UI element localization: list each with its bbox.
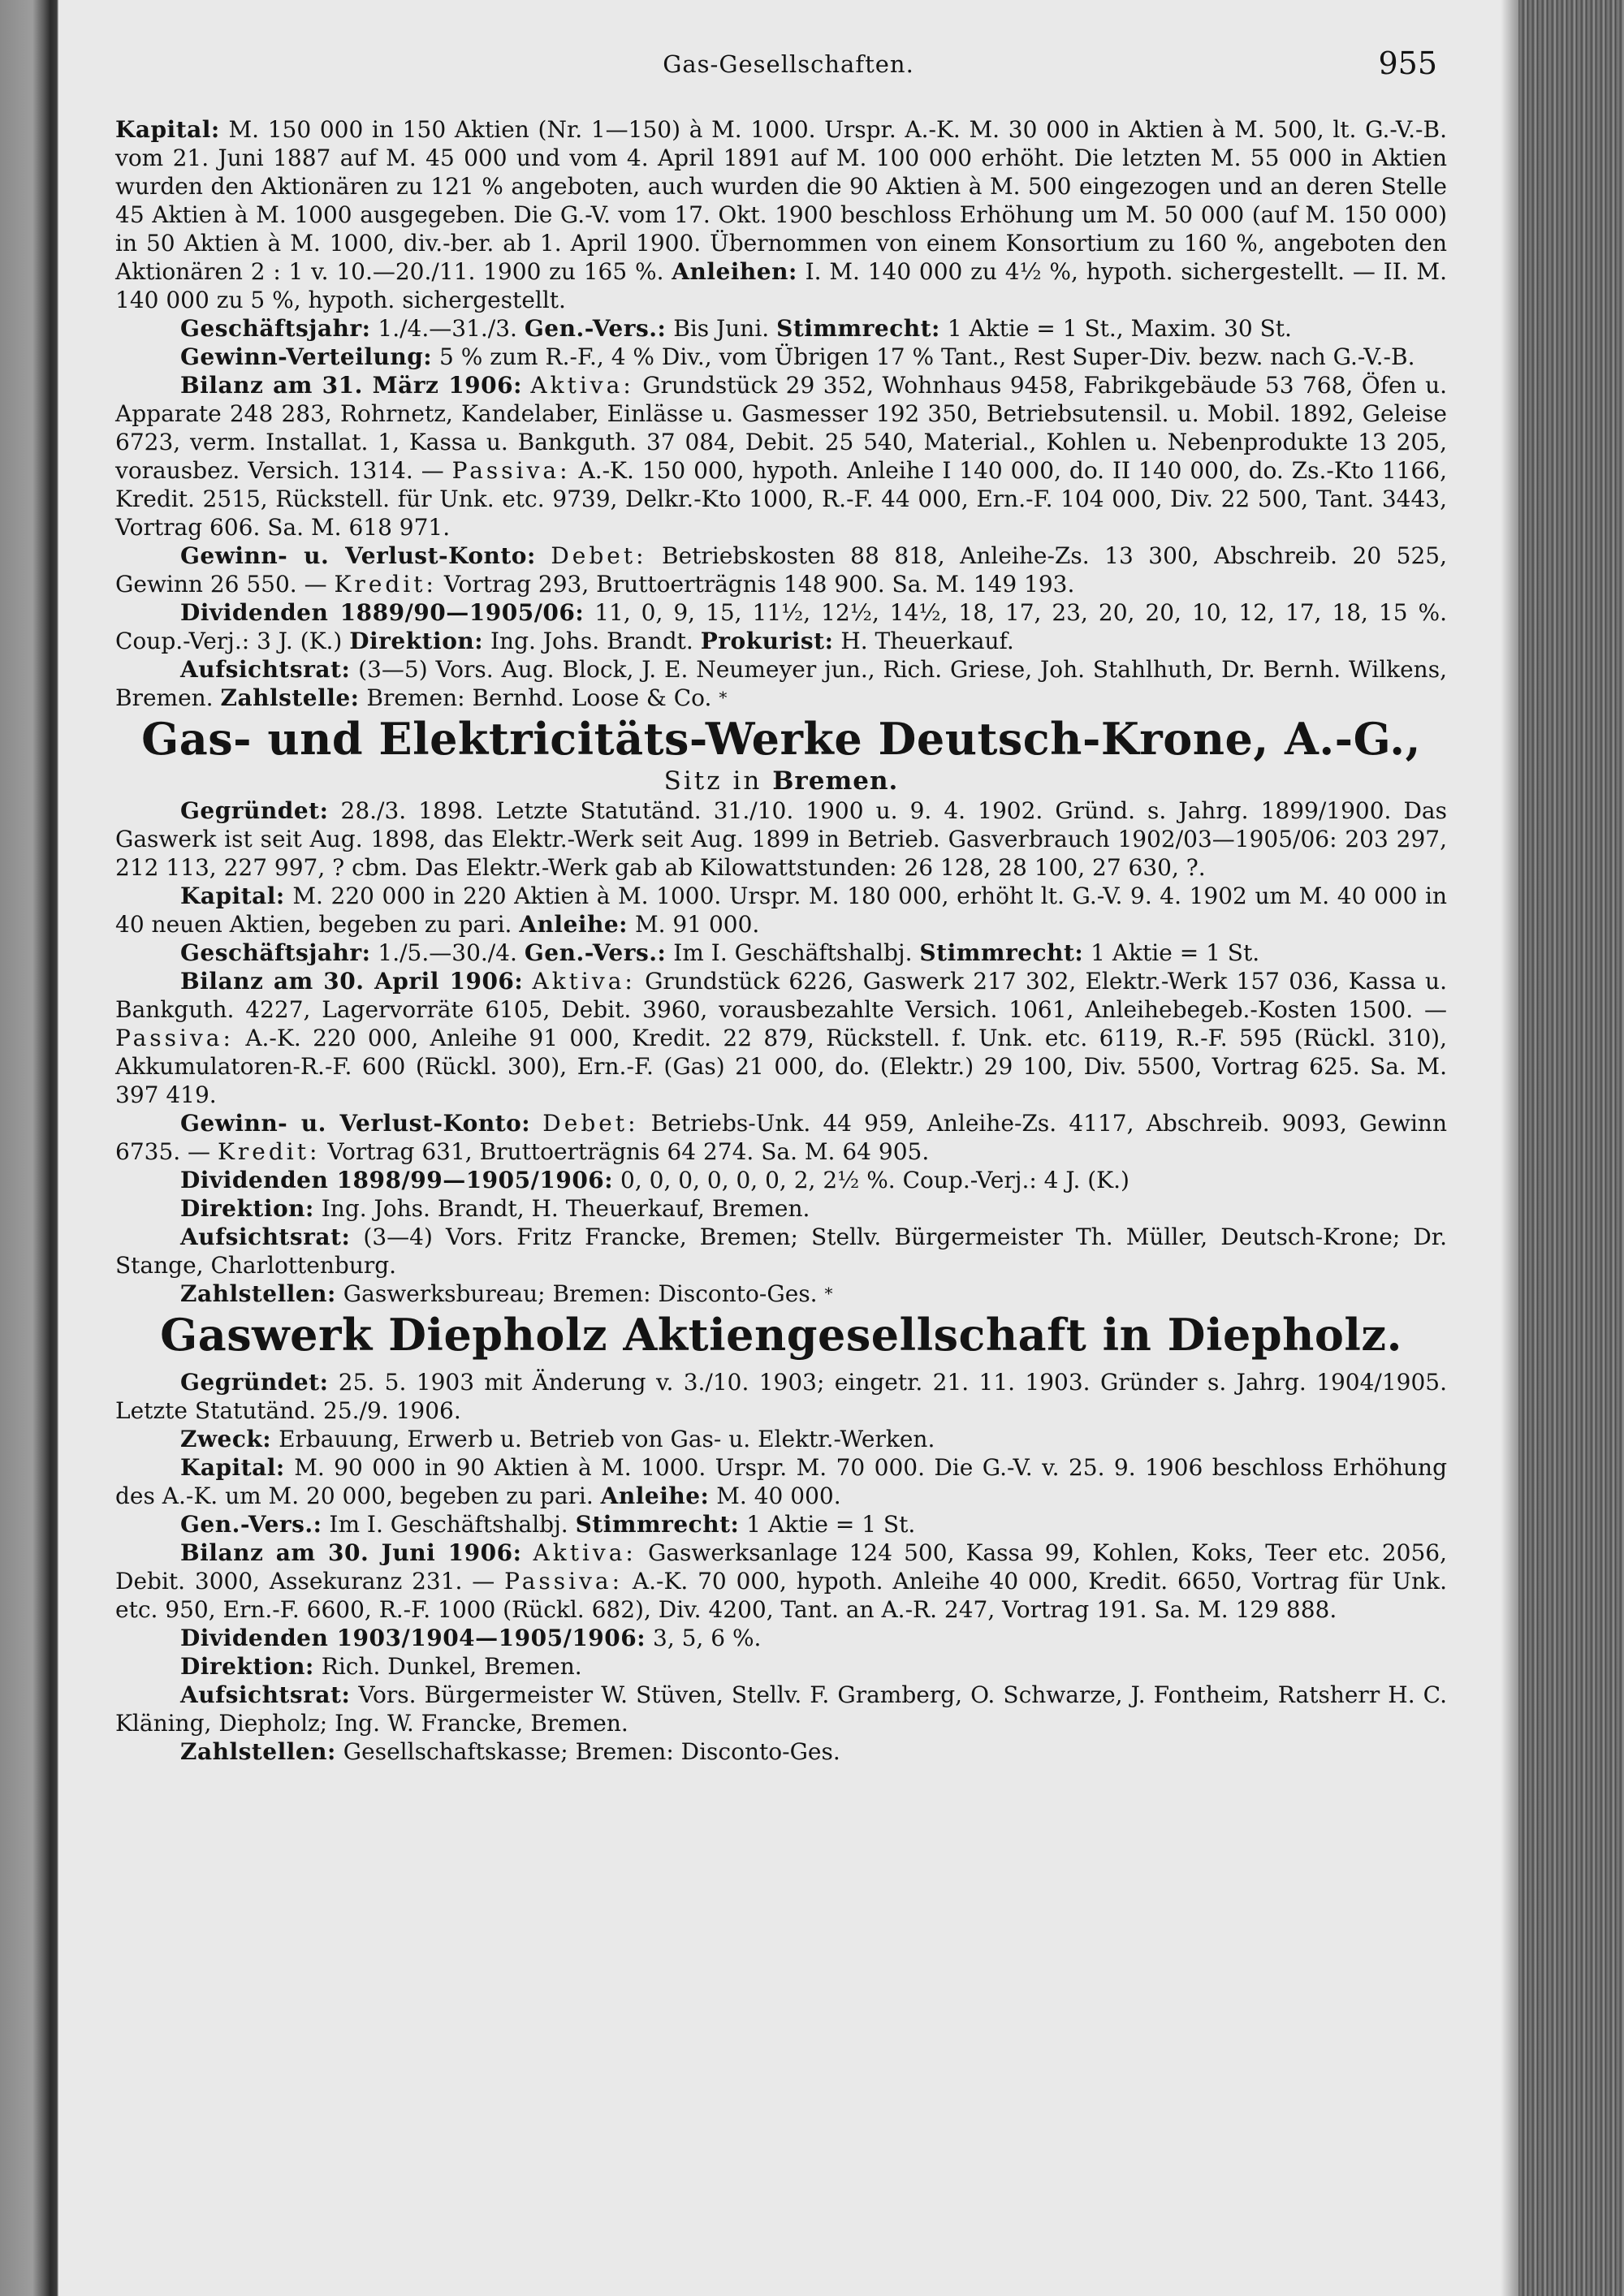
kapital-paragraph bbox=[115, 115, 1447, 314]
zahlstelle-text: Bremen: Bernhd. Loose & Co. bbox=[366, 684, 712, 711]
direktion-text: Ing. Johs. Brandt. bbox=[490, 628, 693, 654]
aufsichtsrat-label: Aufsichtsrat: bbox=[180, 656, 351, 683]
guv-label: Gewinn- u. Verlust-Konto: bbox=[180, 542, 536, 569]
zahlstellen-label: Zahlstellen: bbox=[180, 1280, 336, 1307]
passiva-label: Passiva: bbox=[451, 457, 571, 484]
footnote-star: * bbox=[719, 688, 728, 707]
genvers-label: Gen.-Vers.: bbox=[524, 939, 667, 966]
document-page bbox=[58, 0, 1518, 2296]
genvers-label: Gen.-Vers.: bbox=[524, 315, 667, 342]
debet-text: Betriebskosten 88 818, Anleihe-Zs. 13 300, Abschreib. 20 525, Gewinn 26 550. — bbox=[115, 542, 1448, 598]
kapital-paragraph bbox=[115, 1453, 1447, 1510]
geschaeftsjahr-text: 1./4.—31./3. bbox=[378, 315, 517, 342]
zweck-label: Zweck: bbox=[180, 1426, 272, 1452]
entry-deutsch-krone bbox=[115, 712, 1447, 1308]
direktion-paragraph bbox=[115, 1194, 1447, 1223]
bilanz-label: Bilanz am 30. Juni 1906: bbox=[180, 1539, 522, 1566]
prokurist-text: H. Theuerkauf. bbox=[840, 628, 1014, 654]
anleihen-label: Anleihen: bbox=[672, 258, 797, 285]
page-number: 955 bbox=[1378, 45, 1437, 81]
kapital-label: Kapital: bbox=[180, 1454, 285, 1481]
genvers-text: Bis Juni. bbox=[673, 315, 770, 342]
dividenden-label: Dividenden 1898/99—1905/1906: bbox=[180, 1167, 614, 1193]
direktion-label: Direktion: bbox=[349, 628, 484, 654]
geschaeftsjahr-paragraph bbox=[115, 939, 1447, 967]
anleihen-text: I. M. 140 000 zu 4½ %, hypoth. sichergestellt. — II. M. 140 000 zu 5 %, hypoth. sichergestellt. bbox=[115, 258, 1448, 313]
anleihe-text: M. 40 000. bbox=[716, 1482, 841, 1509]
aufsichtsrat-paragraph bbox=[115, 1223, 1447, 1280]
direktion-label: Direktion: bbox=[180, 1653, 314, 1680]
zweck-text: Erbauung, Erwerb u. Betrieb von Gas- u. Elektr.-Werken. bbox=[279, 1426, 935, 1452]
gegruendet-label: Gegründet: bbox=[180, 1369, 329, 1396]
bilanz-paragraph bbox=[115, 967, 1447, 1109]
aufsichtsrat-text: (3—5) Vors. Aug. Block, J. E. Neumeyer jun., Rich. Griese, Joh. Stahlhuth, Dr. Bernh. Wilkens, Bremen. bbox=[115, 656, 1447, 711]
geschaeftsjahr-paragraph bbox=[115, 314, 1447, 343]
zahlstellen-label: Zahlstellen: bbox=[180, 1738, 336, 1765]
passiva-label: Passiva: bbox=[115, 1025, 234, 1051]
running-head bbox=[58, 45, 1518, 89]
debet-text: Betriebs-Unk. 44 959, Anleihe-Zs. 4117, Abschreib. 9093, Gewinn 6735. — bbox=[115, 1110, 1447, 1165]
stimmrecht-label: Stimmrecht: bbox=[919, 939, 1084, 966]
aufsichtsrat-label: Aufsichtsrat: bbox=[180, 1224, 351, 1250]
aktiva-label: Aktiva: bbox=[532, 968, 636, 995]
company-title-diepholz: Gaswerk Diepholz Aktiengesellschaft in Diepholz. bbox=[160, 1309, 1402, 1361]
aktiva-text: Grundstück 6226, Gaswerk 217 302, Elektr.-Werk 157 036, Kassa u. Bankguth. 4227, Lagervorräte 6105, Debit. 3960, vorausbezahlte Versich. 1061, Anleihebegeb.-Kosten 1500. — bbox=[115, 968, 1447, 1023]
anleihe-text: M. 91 000. bbox=[634, 911, 760, 938]
geschaeftsjahr-text: 1./5.—30./4. bbox=[378, 939, 517, 966]
bilanz-paragraph bbox=[115, 1539, 1447, 1624]
kredit-text: Vortrag 293, Bruttoerträgnis 148 900. Sa. M. 149 193. bbox=[443, 571, 1075, 598]
scan-left-edge bbox=[0, 0, 58, 2296]
zweck-paragraph bbox=[115, 1425, 1447, 1453]
stimmrecht-text: 1 Aktie = 1 St., Maxim. 30 St. bbox=[947, 315, 1292, 342]
anleihe-label: Anleihe: bbox=[519, 911, 628, 938]
geschaeftsjahr-label: Geschäftsjahr: bbox=[180, 939, 371, 966]
dividenden-paragraph bbox=[115, 598, 1447, 655]
aufsichtsrat-paragraph bbox=[115, 1681, 1447, 1737]
seat-city: Bremen. bbox=[772, 766, 899, 796]
stimmrecht-text: 1 Aktie = 1 St. bbox=[1091, 939, 1260, 966]
scan-right-edge bbox=[1518, 0, 1624, 2296]
bilanz-label: Bilanz am 30. April 1906: bbox=[180, 968, 524, 995]
bilanz-paragraph bbox=[115, 371, 1447, 542]
kapital-label: Kapital: bbox=[115, 116, 220, 143]
gegruendet-label: Gegründet: bbox=[180, 797, 329, 824]
entry-continued-gas-company bbox=[115, 115, 1447, 712]
kredit-text: Vortrag 631, Bruttoerträgnis 64 274. Sa. M. 64 905. bbox=[327, 1138, 930, 1165]
zahlstellen-paragraph bbox=[115, 1737, 1447, 1766]
dividenden-paragraph bbox=[115, 1624, 1447, 1652]
prokurist-label: Prokurist: bbox=[700, 628, 834, 654]
dividenden-text: 11, 0, 9, 15, 11½, 12½, 14½, 18, 17, 23, 20, 20, 10, 12, 17, 18, 15 %. Coup.-Verj.: 3 J. (K.) bbox=[115, 599, 1447, 654]
gegruendet-text: 28./3. 1898. Letzte Statutänd. 31./10. 1900 u. 9. 4. 1902. Gründ. s. Jahrg. 1899/1900. Das Gaswerk ist seit Aug. 1898, das Elektr.-Werk seit Aug. 1899 in Betrieb. Gasverbrauch 1902/03—1905/06: 203 297, 212 113, 227 997, ? cbm. Das Elektr.-Werk gab ab Kilowattstunden: 26 128, 28 100, 27 630, ?. bbox=[115, 797, 1447, 881]
stimmrecht-label: Stimmrecht: bbox=[776, 315, 940, 342]
genvers-text: Im I. Geschäftshalbj. bbox=[673, 939, 913, 966]
running-title: Gas-Gesellschaften. bbox=[663, 50, 914, 78]
debet-label: Debet: bbox=[551, 542, 647, 569]
aufsichtsrat-label: Aufsichtsrat: bbox=[180, 1681, 351, 1708]
kapital-text: M. 90 000 in 90 Aktien à M. 1000. Urspr. M. 70 000. Die G.-V. v. 25. 9. 1906 beschloss Erhöhung des A.-K. um M. 20 000, begeben zu pari. bbox=[115, 1454, 1448, 1509]
passiva-text: A.-K. 70 000, hypoth. Anleihe 40 000, Kredit. 6650, Vortrag für Unk. etc. 950, Ern.-F. 6600, R.-F. 1000 (Rückl. 682), Div. 4200, Tant. an A.-R. 247, Vortrag 191. Sa. M. 129 888. bbox=[115, 1568, 1448, 1623]
kapital-text: M. 150 000 in 150 Aktien (Nr. 1—150) à M. 1000. Urspr. A.-K. M. 30 000 in Aktien à M. 500, lt. G.-V.-B. vom 21. Juni 1887 auf M. 45 000 und vom 4. April 1891 auf M. 100 000 erhöht. Die letzten M. 55 000 in Aktien wurden den Aktionären zu 121 % angeboten, auch wurden die 90 Aktien à M. 500 eingezogen und an deren Stelle 45 Aktien à M. 1000 ausgegeben. Die G.-V. vom 17. Okt. 1900 beschloss Erhöhung um M. 50 000 (auf M. 150 000) in 50 Aktien à M. 1000, div.-ber. ab 1. April 1900. Übernommen von einem Konsortium zu 160 %, angeboten den Aktionären 2 : 1 v. 10.—20./11. 1900 zu 165 %. bbox=[115, 116, 1447, 285]
page-content bbox=[115, 115, 1447, 1766]
guv-paragraph bbox=[115, 1109, 1447, 1166]
direktion-text: Ing. Johs. Brandt, H. Theuerkauf, Bremen. bbox=[321, 1195, 810, 1222]
stimmrecht-label: Stimmrecht: bbox=[575, 1511, 740, 1538]
footnote-star: * bbox=[824, 1284, 833, 1303]
guv-label: Gewinn- u. Verlust-Konto: bbox=[180, 1110, 531, 1137]
zahlstellen-paragraph bbox=[115, 1280, 1447, 1308]
dividenden-text: 3, 5, 6 %. bbox=[653, 1625, 762, 1651]
direktion-text: Rich. Dunkel, Bremen. bbox=[321, 1653, 582, 1680]
gewinnverteilung-paragraph bbox=[115, 343, 1447, 371]
aufsichtsrat-text: (3—4) Vors. Fritz Francke, Bremen; Stellv. Bürgermeister Th. Müller, Deutsch-Krone; Dr. Stange, Charlottenburg. bbox=[115, 1224, 1447, 1279]
passiva-text: A.-K. 220 000, Anleihe 91 000, Kredit. 22 879, Rückstell. f. Unk. etc. 6119, R.-F. 595 (Rückl. 310), Akkumulatoren-R.-F. 600 (Rückl. 300), Ern.-F. (Gas) 21 000, do. (Elektr.) 29 100, Div. 5500, Vortrag 625. Sa. M. 397 419. bbox=[115, 1025, 1447, 1108]
zahlstellen-text: Gesellschaftskasse; Bremen: Disconto-Ges. bbox=[343, 1738, 840, 1765]
aktiva-text: Gaswerksanlage 124 500, Kassa 99, Kohlen, Koks, Teer etc. 2056, Debit. 3000, Assekuranz 231. — bbox=[115, 1539, 1447, 1595]
kapital-paragraph bbox=[115, 882, 1447, 939]
aktiva-label: Aktiva: bbox=[530, 372, 634, 399]
direktion-paragraph bbox=[115, 1652, 1447, 1681]
genvers-label: Gen.-Vers.: bbox=[180, 1511, 322, 1538]
aufsichtsrat-text: Vors. Bürgermeister W. Stüven, Stellv. F. Gramberg, O. Schwarze, J. Fontheim, Ratsherr H. C. Kläning, Diepholz; Ing. W. Francke, Bremen. bbox=[115, 1681, 1447, 1737]
geschaeftsjahr-label: Geschäftsjahr: bbox=[180, 315, 371, 342]
company-seat bbox=[115, 766, 1447, 796]
zahlstellen-text: Gaswerksbureau; Bremen: Disconto-Ges. bbox=[343, 1280, 818, 1307]
kapital-label: Kapital: bbox=[180, 883, 285, 909]
direktion-label: Direktion: bbox=[180, 1195, 314, 1222]
debet-label: Debet: bbox=[542, 1110, 639, 1137]
guv-paragraph bbox=[115, 542, 1447, 598]
dividenden-label: Dividenden 1889/90—1905/06: bbox=[180, 599, 585, 626]
anleihe-label: Anleihe: bbox=[600, 1482, 710, 1509]
genvers-text: Im I. Geschäftshalbj. bbox=[329, 1511, 568, 1538]
aufsichtsrat-paragraph bbox=[115, 655, 1447, 712]
dividenden-text: 0, 0, 0, 0, 0, 0, 2, 2½ %. Coup.-Verj.: 4 J. (K.) bbox=[620, 1167, 1129, 1193]
gewinnverteilung-text: 5 % zum R.-F., 4 % Div., vom Übrigen 17 % Tant., Rest Super-Div. bezw. nach G.-V.-B. bbox=[439, 343, 1415, 370]
stimmrecht-text: 1 Aktie = 1 St. bbox=[746, 1511, 916, 1538]
kredit-label: Kredit: bbox=[217, 1138, 321, 1165]
dividenden-label: Dividenden 1903/1904—1905/1906: bbox=[180, 1625, 646, 1651]
kredit-label: Kredit: bbox=[334, 571, 437, 598]
zahlstelle-label: Zahlstelle: bbox=[220, 684, 360, 711]
genvers-paragraph bbox=[115, 1510, 1447, 1539]
kapital-text: M. 220 000 in 220 Aktien à M. 1000. Urspr. M. 180 000, erhöht lt. G.-V. 9. 4. 1902 um M. 40 000 in 40 neuen Aktien, begeben zu pari. bbox=[115, 883, 1448, 938]
gegruendet-text: 25. 5. 1903 mit Änderung v. 3./10. 1903; eingetr. 21. 11. 1903. Gründer s. Jahrg. 1904/1905. Letzte Statutänd. 25./9. 1906. bbox=[115, 1369, 1447, 1424]
aktiva-label: Aktiva: bbox=[533, 1539, 637, 1566]
bilanz-label: Bilanz am 31. März 1906: bbox=[180, 372, 522, 399]
seat-prefix: Sitz in bbox=[663, 766, 762, 796]
passiva-label: Passiva: bbox=[504, 1568, 624, 1595]
passiva-text: A.-K. 150 000, hypoth. Anleihe I 140 000, do. II 140 000, do. Zs.-Kto 1166, Kredit. 2515, Rückstell. für Unk. etc. 9739, Delkr.-Kto 1000, R.-F. 44 000, Ern.-F. 104 000, Div. 22 500, Tant. 3443, Vortrag 606. Sa. M. 618 971. bbox=[115, 457, 1447, 541]
dividenden-paragraph bbox=[115, 1166, 1447, 1194]
gegruendet-paragraph bbox=[115, 1368, 1447, 1425]
entry-gaswerk-diepholz bbox=[115, 1308, 1447, 1766]
gegruendet-paragraph bbox=[115, 796, 1447, 882]
company-title-deutsch-krone: Gas- und Elektricitäts-Werke Deutsch-Krone, A.-G., bbox=[141, 713, 1421, 765]
gewinnverteilung-label: Gewinn-Verteilung: bbox=[180, 343, 433, 370]
aktiva-text: Grundstück 29 352, Wohnhaus 9458, Fabrikgebäude 53 768, Öfen u. Apparate 248 283, Rohrnetz, Kandelaber, Einlässe u. Gasmesser 192 350, Betriebsutensil. u. Mobil. 1892, Geleise 6723, verm. Installat. 1, Kassa u. Bankguth. 37 084, Debit. 25 540, Material., Kohlen u. Nebenprodukte 13 205, vorausbez. Versich. 1314. — bbox=[115, 372, 1448, 484]
